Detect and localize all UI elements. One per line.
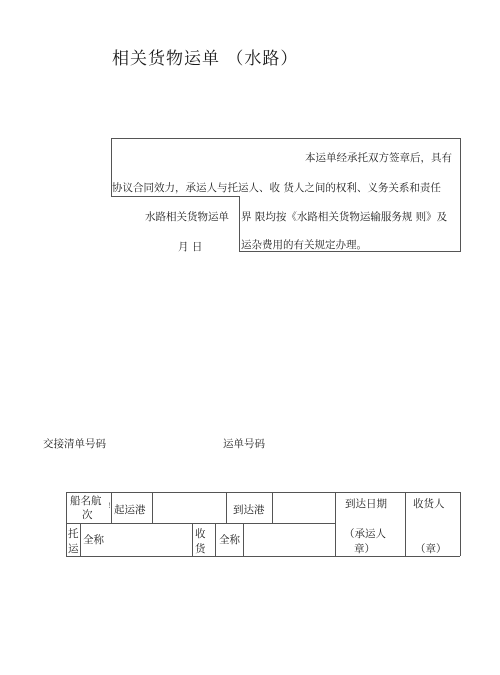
agreement-top-border <box>111 138 461 139</box>
col-divider-3 <box>226 492 227 523</box>
table-bottom-border <box>66 556 460 557</box>
receiver-label-line1: 收 <box>195 528 206 540</box>
agreement-line-3-right: 界 限均按《水路相关货物运输服务规 则》及 <box>241 211 448 223</box>
col-divider-4 <box>272 492 273 523</box>
vessel-voyage-label-line1: 船名航 <box>70 495 102 507</box>
agreement-line-4-left: 月 日 <box>178 241 203 253</box>
agreement-line-4-right: 运杂费用的有关规定办理。 <box>241 239 367 251</box>
consignee-seal: （章） <box>415 543 447 555</box>
carrier-seal-line2: 章） <box>354 543 375 555</box>
col-divider-5 <box>335 492 336 556</box>
waybill-number-label: 运单号码 <box>223 438 265 450</box>
tick-mark: ! <box>108 502 111 510</box>
agreement-line-3-left: 水路相关货物运单 <box>145 211 229 223</box>
col-divider-r2-1 <box>80 523 81 556</box>
agreement-inner-border <box>111 196 239 197</box>
receiver-full-name-label: 全称 <box>219 534 240 546</box>
handover-list-number-label: 交接清单号码 <box>43 438 106 450</box>
table-right-border <box>460 492 461 556</box>
consignee-header: 收货人 <box>413 498 445 510</box>
table-top-border <box>66 492 460 493</box>
carrier-seal-line1: （承运人 <box>344 528 386 540</box>
destination-port-label: 到达港 <box>233 504 265 516</box>
col-divider-6 <box>405 492 406 556</box>
origin-port-label: 起运港 <box>114 504 146 516</box>
shipper-label-line2: 运 <box>68 543 79 555</box>
agreement-right-border <box>460 138 461 251</box>
col-divider-2 <box>152 492 153 523</box>
table-left-border <box>66 492 67 556</box>
vessel-voyage-label-line2: 次 <box>82 509 93 521</box>
document-title: 相关货物运单 （水路） <box>112 49 299 69</box>
col-divider-r2-4 <box>243 523 244 556</box>
col-divider-1 <box>111 492 112 523</box>
agreement-inner-vertical <box>239 196 240 251</box>
shipper-label-line1: 托 <box>68 528 79 540</box>
col-divider-r2-3 <box>215 523 216 556</box>
col-divider-r2-2 <box>192 523 193 556</box>
table-middle-border <box>66 523 335 524</box>
shipper-full-name-label: 全称 <box>83 534 104 546</box>
receiver-label-line2: 货 <box>195 543 206 555</box>
arrival-date-label: 到达日期 <box>345 498 387 510</box>
agreement-line-2: 协议合同效力，承运人与托运人、收 货人之间的权利、义务关系和责任 <box>112 182 441 194</box>
agreement-line-1: 本运单经承托双方签章后，具有 <box>305 152 452 164</box>
